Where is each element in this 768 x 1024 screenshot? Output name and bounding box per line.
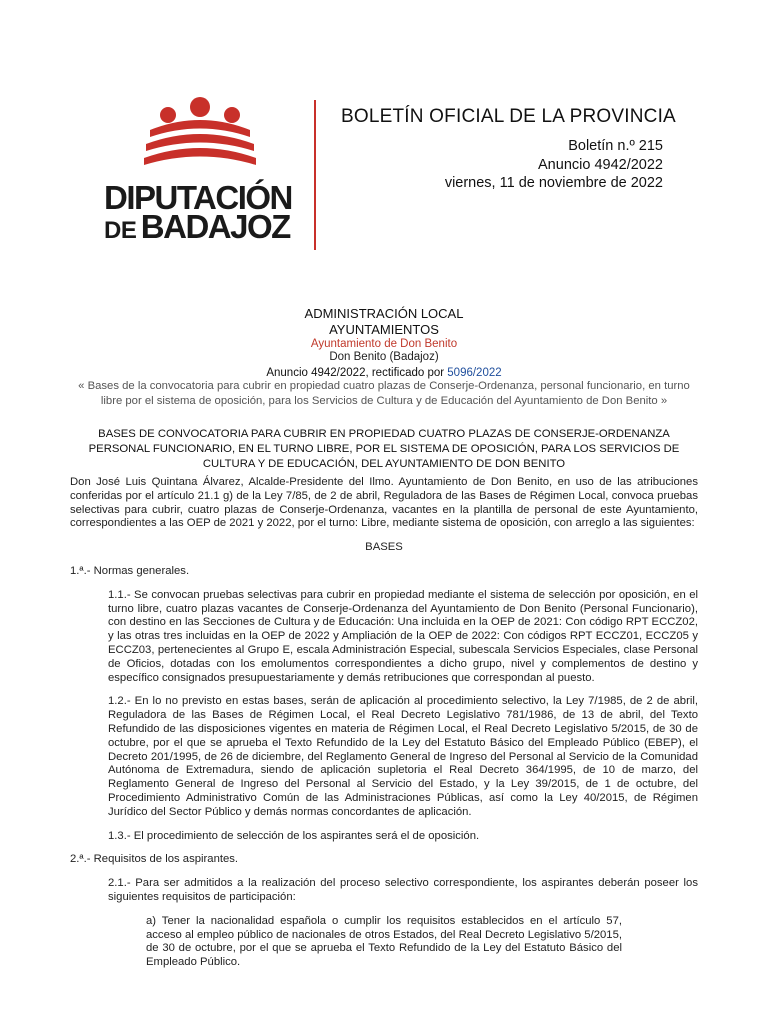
section-admin: ADMINISTRACIÓN LOCAL — [304, 306, 464, 321]
paragraph-1-2: 1.2.- En lo no previsto en estas bases, serán de aplicación al procedimiento selectivo, la Ley 7/1985, de 2 de abril, Reguladora de las Bases de Régimen Local, el Real Decreto Legislativo 781/1986, de 13 de abril, del Texto Refundido de las disposiciones vigentes en materia de Régimen Local, el Real Decreto Legislativo 5/2015, de 30 de octubre, por el que se aprueba el Texto Refundido de la Ley del Estatuto Básico del Empleado Público (EBEP), el Decreto 201/1995, de 26 de diciembre, del Reglamento General de Ingreso del Personal al Servicio de la Comunidad Autónoma de Extremadura, siendo de aplicación supletoria el Real Decreto 364/1995, de 10 de marzo, del Reglamento General de Ingreso del Personal al Servicio del Estado, y la Ley 39/2015, de 1 de octubre, del Procedimiento Administrativo Común de las Administraciones Públicas, así como la Ley 40/2015, de Régimen Jurídico del Sector Público y demás normas concordantes de aplicación. — [108, 695, 698, 818]
section-1-title: 1.ª.- Normas generales. — [70, 564, 190, 577]
bulletin-meta — [445, 137, 663, 193]
publication-date: viernes, 11 de noviembre de 2022 — [444, 175, 663, 191]
logo-text-diputacion: DIPUTACIÓN — [104, 179, 292, 216]
entity-name: Ayuntamiento de Don Benito — [310, 338, 458, 350]
diputacion-logo — [100, 96, 300, 246]
paragraph-1-1: 1.1.- Se convocan pruebas selectivas para cubrir en propiedad mediante el sistema de selección por oposición, en el turno libre, cuatro plazas vacantes de Conserje-Ordenanza del Ayuntamiento de Don Benito (Personal Funcionario), con destino en las Secciones de Cultura y de Educación: Una incluida en la OEP de 2021: Con código RPT ECCZ02, y las otras tres incluidas en la OEP de 2022 y Ampliación de la OEP de 2022: Con códigos RPT ECCZ01, ECCZ05 y ECCZ03, pertenecientes al Grupo E, escala Administración Especial, subescala Servicios Especiales, clase Personal de Oficios, dotadas con los emolumentos correspondientes a dicho grupo, nivel y complementos de destino y específico consignados presupuestariamente y demás retribuciones que correspondan al puesto. — [108, 588, 698, 684]
logo-text-name: BADAJOZ — [140, 208, 290, 245]
document-title: BASES DE CONVOCATORIA PARA CUBRIR EN PROPIEDAD CUATRO PLAZAS DE CONSERJE-ORDENANZA PERSONAL FUNCIONARIO, EN EL TURNO LIBRE, POR EL SISTEMA DE OPOSICIÓN, PARA LOS SERVICIOS DE CULTURA Y DE EDUCACIÓN, DEL AYUNTAMIENTO DE DON BENITO — [88, 428, 680, 470]
diputacion-emblem-icon — [140, 96, 260, 180]
bulletin-title: BOLETÍN OFICIAL DE LA PROVINCIA — [341, 106, 676, 127]
bulletin-number: Boletín n.º 215 — [568, 138, 663, 154]
logo-text-de: DE — [104, 217, 137, 244]
paragraph-2-1: 2.1.- Para ser admitidos a la realización del proceso selectivo correspondiente, los aspirantes deberán poseer los siguientes requisitos de participación: — [108, 877, 698, 903]
logo-text-badajoz — [104, 208, 290, 249]
announcement-number: Anuncio 4942/2022 — [538, 156, 663, 173]
rectification-link[interactable]: 5096/2022 — [447, 367, 502, 379]
header-divider — [314, 100, 316, 250]
section-2-title: 2.ª.- Requisitos de los aspirantes. — [70, 853, 239, 866]
intro-paragraph: Don José Luis Quintana Álvarez, Alcalde-Presidente del Ilmo. Ayuntamiento de Don Benito, en uso de las atribuciones conferidas por el artículo 21.1 g) de la Ley 7/85, de 2 de abril, Reguladora de las Bases de Régimen Local, convoca pruebas selectivas para cubrir, cuatro plazas de Conserje-Ordenanza, vacantes en la plantilla de personal de este Ayuntamiento, correspondientes a las OEP de 2021 y 2022, por el turno: Libre, mediante sistema de oposición, con arreglo a las siguientes: — [70, 476, 698, 530]
section-ayuntamientos: AYUNTAMIENTOS — [329, 322, 439, 337]
announcement-summary: « Bases de la convocatoria para cubrir en propiedad cuatro plazas de Conserje-Ordenanza, personal funcionario, en turno libre por el sistema de oposición, para los Servicios de Cultura y de Educación del Ayuntamiento de Don Benito » — [78, 380, 690, 407]
entity-location: Don Benito (Badajoz) — [329, 351, 439, 363]
section-heading — [0, 306, 768, 364]
paragraph-1-3: 1.3.- El procedimiento de selección de los aspirantes será el de oposición. — [108, 829, 480, 842]
document-body — [70, 476, 698, 970]
announcement-text: Anuncio 4942/2022, rectificado por — [266, 367, 448, 379]
paragraph-2-1-a: a) Tener la nacionalidad española o cumplir los requisitos establecidos en el artículo 57, acceso al empleo público de nacionales de otros Estados, del Real Decreto Legislativo 5/2015, de 30 de octubre, por el que se aprueba el Texto Refundido de la Ley del Estatuto Básico del Empleado Público. — [146, 914, 622, 969]
bases-heading: BASES — [365, 541, 403, 554]
